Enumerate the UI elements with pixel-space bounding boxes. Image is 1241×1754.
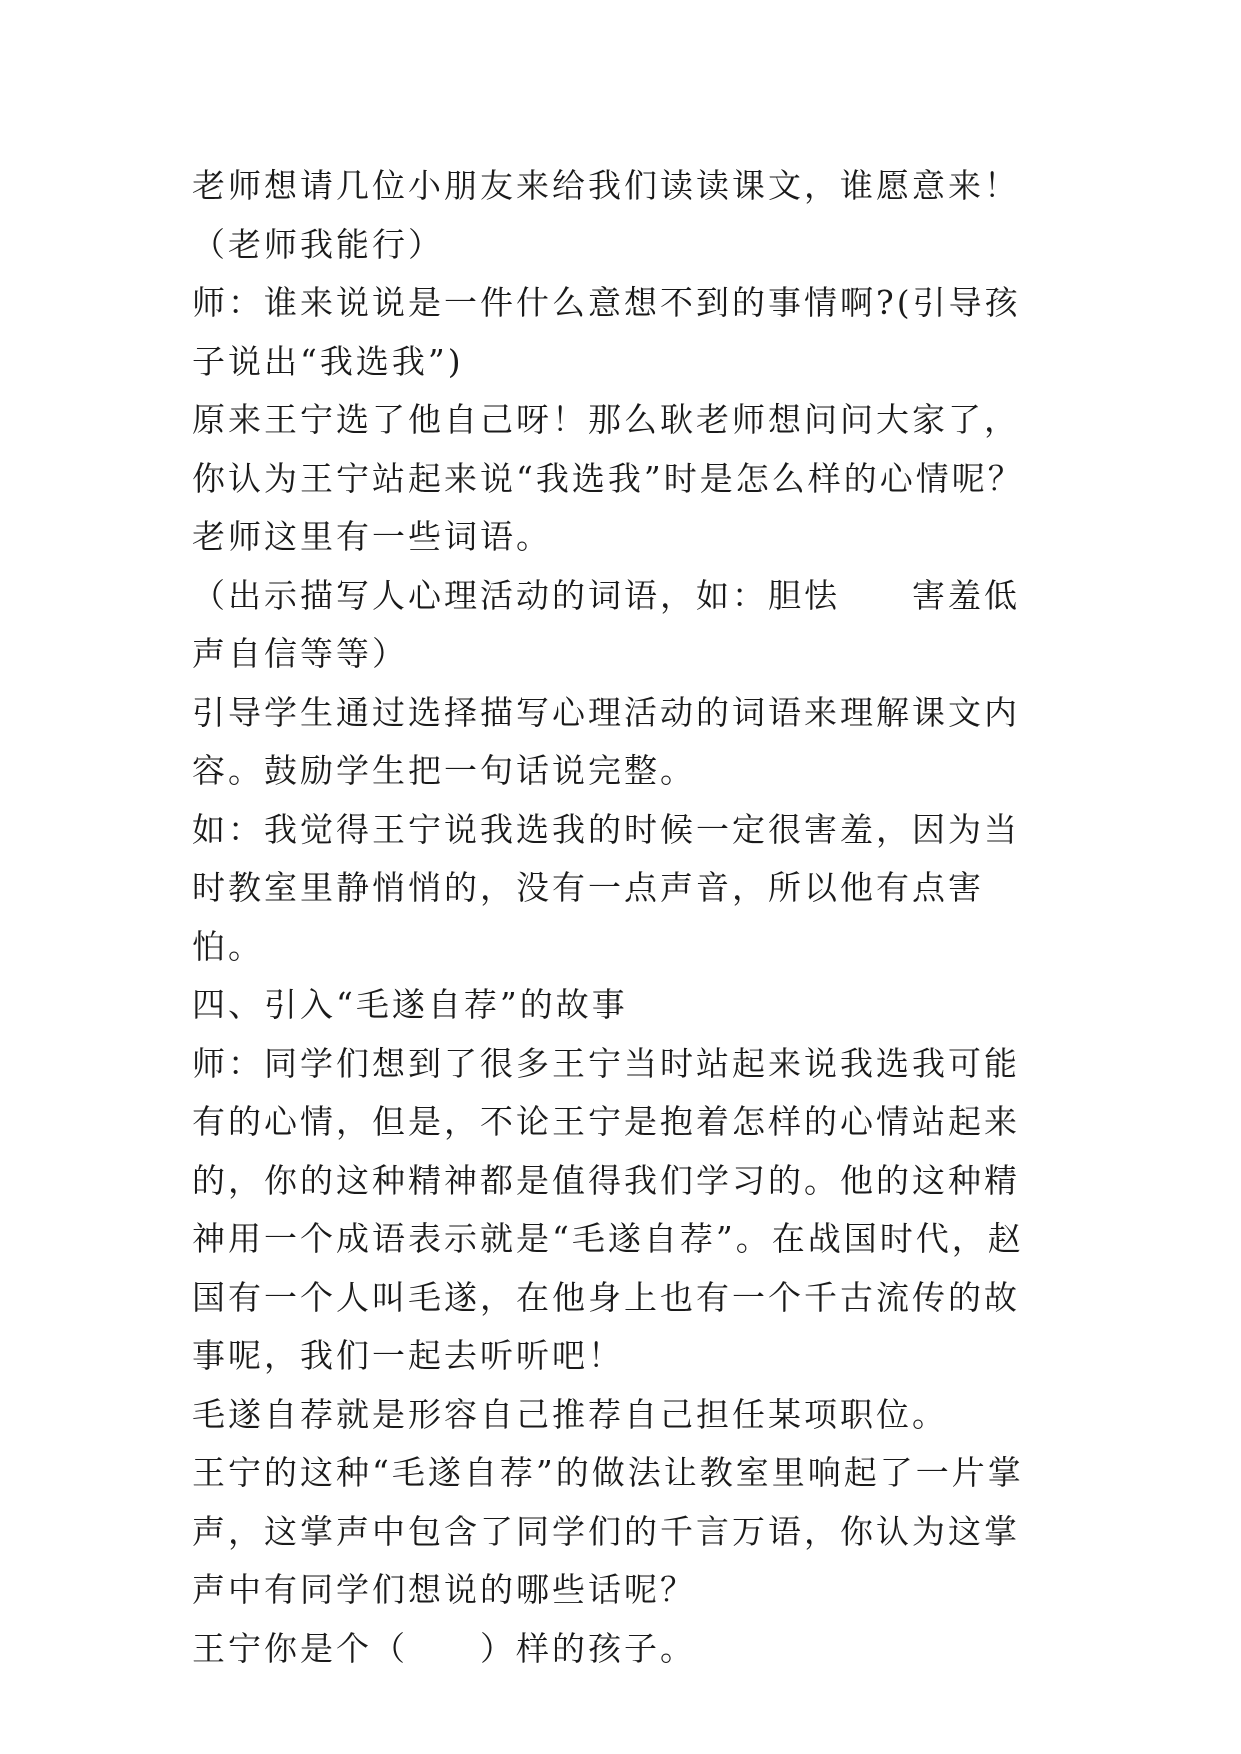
paragraph-10: 王宁的这种“毛遂自荐”的做法让教室里响起了一片掌声，这掌声中包含了同学们的千言万语，你认为这掌声中有同学们想说的哪些话呢？ <box>192 1453 1024 1609</box>
paragraph-8: 师：同学们想到了很多王宁当时站起来说我选我可能有的心情，但是，不论王宁是抱着怎样的心情站起来的，你的这种精神都是值得我们学习的。他的这种精神用一个成语表示就是“毛遂自荐”。在战国时代，赵国有一个人叫毛遂，在他身上也有一个千古流传的故事呢，我们一起去听听吧！ <box>192 1043 1024 1375</box>
paragraph-5: 引导学生通过选择描写心理活动的词语来理解课文内容。鼓励学生把一句话说完整。 <box>192 692 1020 790</box>
section-heading: 四、引入“毛遂自荐”的故事 <box>192 985 628 1024</box>
paragraph-1: 老师想请几位小朋友来给我们读读课文，谁愿意来！（老师我能行） <box>192 166 1020 264</box>
paragraph-2: 师：谁来说说是一件什么意想不到的事情啊?(引导孩子说出“我选我”) <box>192 283 1021 381</box>
paragraph-9: 毛遂自荐就是形容自己推荐自己担任某项职位。 <box>192 1394 948 1434</box>
paragraph-11: 王宁你是个（ ）样的孩子。 <box>192 1628 696 1668</box>
document-body <box>192 157 1052 1678</box>
paragraph-6: 如：我觉得王宁说我选我的时候一定很害羞，因为当时教室里静悄悄的，没有一点声音，所以他有点害怕。 <box>192 809 1020 966</box>
paragraph-4: （出示描写人心理活动的词语，如：胆怯 害羞低声自信等等） <box>192 575 1020 673</box>
paragraph-3: 原来王宁选了他自己呀！那么耿老师想问问大家了，你认为王宁站起来说“我选我”时是怎么样的心情呢？老师这里有一些词语。 <box>192 400 1024 556</box>
